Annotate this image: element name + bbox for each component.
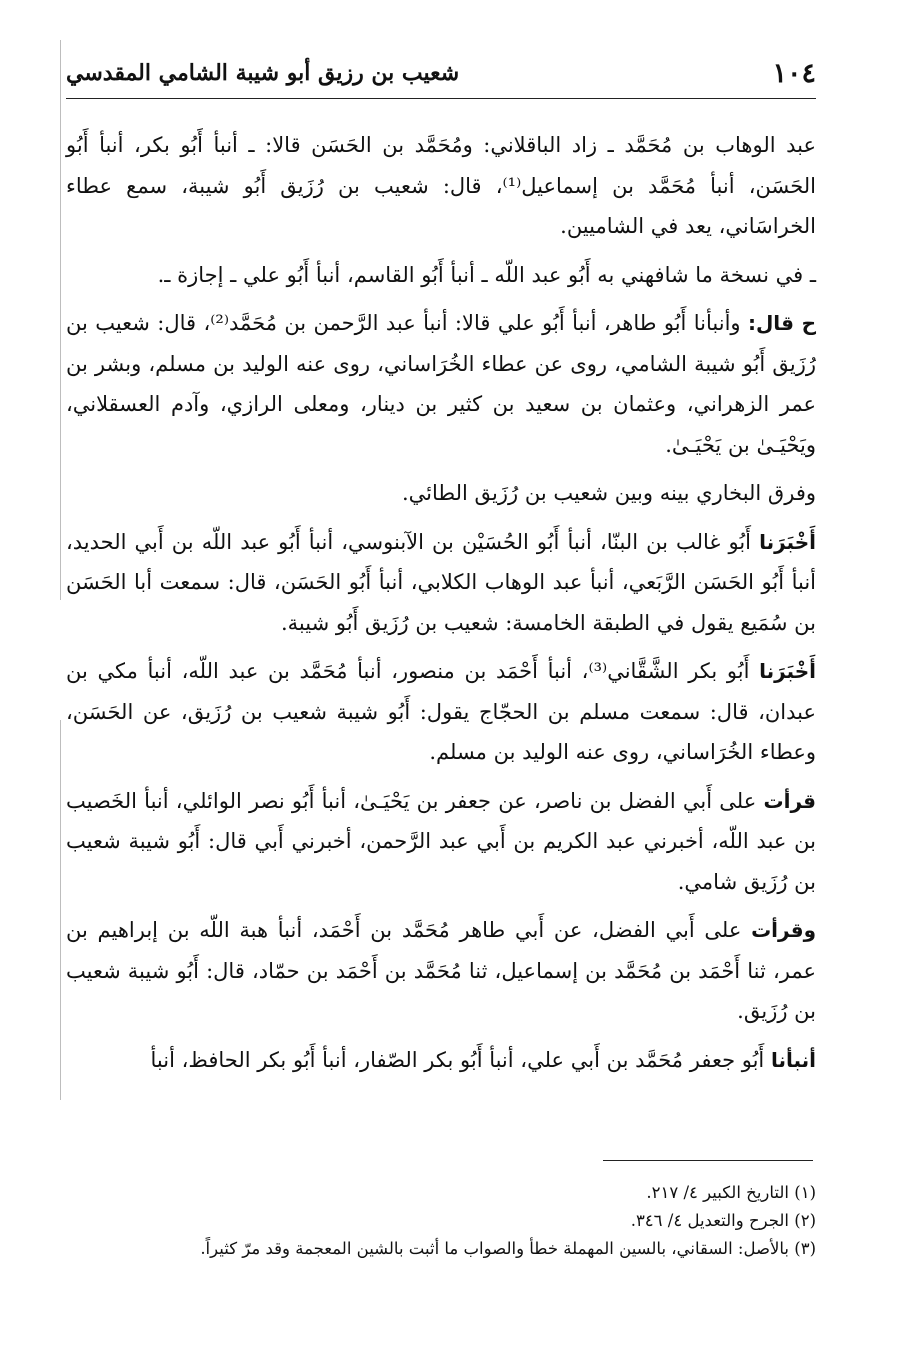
page-header (66, 52, 816, 99)
paragraph-lead: ح قال: (747, 311, 816, 335)
footnote-divider (603, 1160, 813, 1161)
paragraph (66, 522, 816, 644)
scan-edge-mark-top (60, 40, 61, 600)
paragraph (66, 303, 816, 465)
footnote: (١) التاريخ الكبير ٤/ ٢١٧. (646, 1183, 816, 1202)
paragraph (66, 473, 816, 514)
paragraph (66, 910, 816, 1032)
scan-edge-mark-bottom (60, 720, 61, 1100)
paragraph-lead: أَخْبَرَنا (759, 529, 816, 554)
page-number: ١٠٤ (772, 58, 816, 89)
paragraph (66, 651, 816, 773)
paragraph-lead: قرأت (763, 788, 816, 813)
book-page (66, 52, 816, 1088)
paragraph-lead: أَخْبَرَنا (759, 659, 816, 683)
paragraph-text: وأنبأنا أَبُو طاهر، أنبأ أَبُو علي قالا: أنبأ عبد الرَّحمن بن مُحَمَّد⁽²⁾، قال: شعيب بن رُزَيق أَبُو شيبة الشامي، روى عن عطاء الخُرَاساني، روى عنه الوليد بن مسلم، وبشر بن عمر الزهراني، وعثمان بن سعيد بن كثير بن دينار، ومعلى الرازي، وآدم العسقلاني، ويَحْيَـىٰ بن يَحْيَـىٰ. (66, 311, 816, 457)
footnote: (٢) الجرح والتعديل ٤/ ٣٤٦. (630, 1211, 816, 1230)
paragraph-text: أَبُو جعفر مُحَمَّد بن أَبي علي، أنبأ أَبُو بكر الصّفار، أنبأ أَبُو بكر الحافظ، أنبأ (150, 1047, 771, 1072)
paragraph-text: وفرق البخاري بينه وبين شعيب بن رُزَيق الطائي. (401, 481, 816, 505)
footnote: (٣) بالأصل: السقاني، بالسين المهملة خطأ والصواب ما أثبت بالشين المعجمة وقد مرّ كثيراً. (200, 1239, 816, 1258)
paragraph (66, 125, 816, 247)
running-title: شعيب بن رزيق أبو شيبة الشامي المقدسي (66, 60, 460, 86)
paragraph (66, 255, 816, 296)
paragraph-text: على أَبي الفضل، عن أَبي طاهر مُحَمَّد بن أَحْمَد، أنبأ هبة اللّه بن إبراهيم بن عمر، ثنا أَحْمَد بن مُحَمَّد بن إسماعيل، ثنا مُحَمَّد بن أَحْمَد بن حمّاد، قال: أَبُو شيبة شعيب بن رُزَيق. (66, 918, 816, 1023)
paragraph-text: عبد الوهاب بن مُحَمَّد ـ زاد الباقلاني: ومُحَمَّد بن الحَسَن قالا: ـ أنبأ أَبُو بكر، أنبأ أَبُو الحَسَن، أنبأ مُحَمَّد بن إسماعيل⁽¹⁾، قال: شعيب بن رُزَيق أَبُو شيبة، سمع عطاء الخراسَاني، يعد في الشاميين. (66, 133, 816, 238)
footnotes (66, 1180, 816, 1264)
paragraph (66, 1040, 816, 1081)
paragraph-text: على أَبي الفضل بن ناصر، عن جعفر بن يَحْيَـىٰ، أنبأ أَبُو نصر الوائلي، أنبأ الخَصيب بن عبد اللّه، أخبرني عبد الكريم بن أَبي عبد الرَّحمن، أخبرني أَبي قال: أَبُو شيبة شعيب بن رُزَيق شامي. (66, 788, 816, 894)
paragraph (66, 781, 816, 903)
paragraph-text: أَبُو غالب بن البنّا، أنبأ أَبُو الحُسَيْن بن الآبنوسي، أنبأ أَبُو عبد اللّه بن أَبي الحديد، أنبأ أَبُو الحَسَن الرَّبَعي، أنبأ عبد الوهاب الكلابي، أنبأ أَبُو الحَسَن، قال: سمعت أبا الحَسَن بن سُمَيع يقول في الطبقة الخامسة: شعيب بن رُزَيق أَبُو شيبة. (66, 529, 816, 635)
paragraph-text: ـ في نسخة ما شافهني به أَبُو عبد اللّه ـ أنبأ أَبُو القاسم، أنبأ أَبُو علي ـ إجازة ـ. (157, 262, 816, 287)
paragraph-lead: أنبأنا (770, 1047, 816, 1072)
paragraph-text: أَبُو بكر الشَّقَّاني⁽³⁾، أنبأ أَحْمَد بن منصور، أنبأ مُحَمَّد بن عبد اللّه، أنبأ مكي بن عبدان، قال: سمعت مسلم بن الحجّاج يقول: أَبُو شيبة شعيب بن رُزَيق، عن الحَسَن، وعطاء الخُرَاساني، روى عنه الوليد بن مسلم. (66, 659, 816, 764)
paragraph-lead: وقرأت (751, 918, 816, 942)
main-text (66, 125, 816, 1080)
